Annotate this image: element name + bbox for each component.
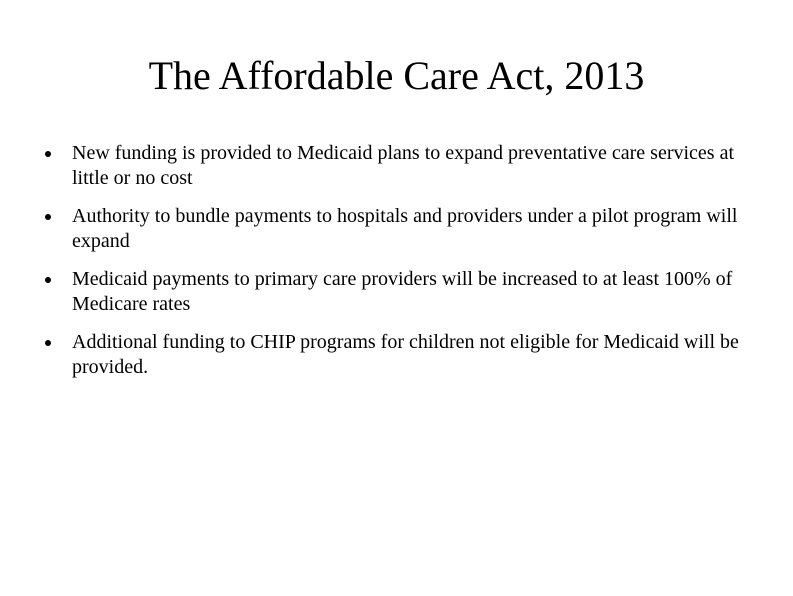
slide-title: The Affordable Care Act, 2013 [148, 53, 645, 98]
bullet-dot-icon [45, 214, 51, 220]
bullet-item [0, 267, 752, 317]
bullet-dot-icon [45, 151, 51, 157]
bullet-dot-icon [45, 277, 51, 283]
bullet-dot-icon [45, 340, 51, 346]
bullet-item [0, 141, 752, 191]
bullet-text: New funding is provided to Medicaid plans to expand preventative care services at little or no cost [72, 142, 735, 189]
bullet-text: Additional funding to CHIP programs for children not eligible for Medicaid will be provided. [72, 331, 739, 378]
bullet-item [0, 204, 752, 254]
bullet-text: Medicaid payments to primary care providers will be increased to at least 100% of Medicare rates [72, 268, 733, 315]
bullet-item [0, 330, 752, 380]
bullet-text: Authority to bundle payments to hospitals and providers under a pilot program will expand [72, 205, 738, 252]
bullet-list [0, 141, 793, 393]
